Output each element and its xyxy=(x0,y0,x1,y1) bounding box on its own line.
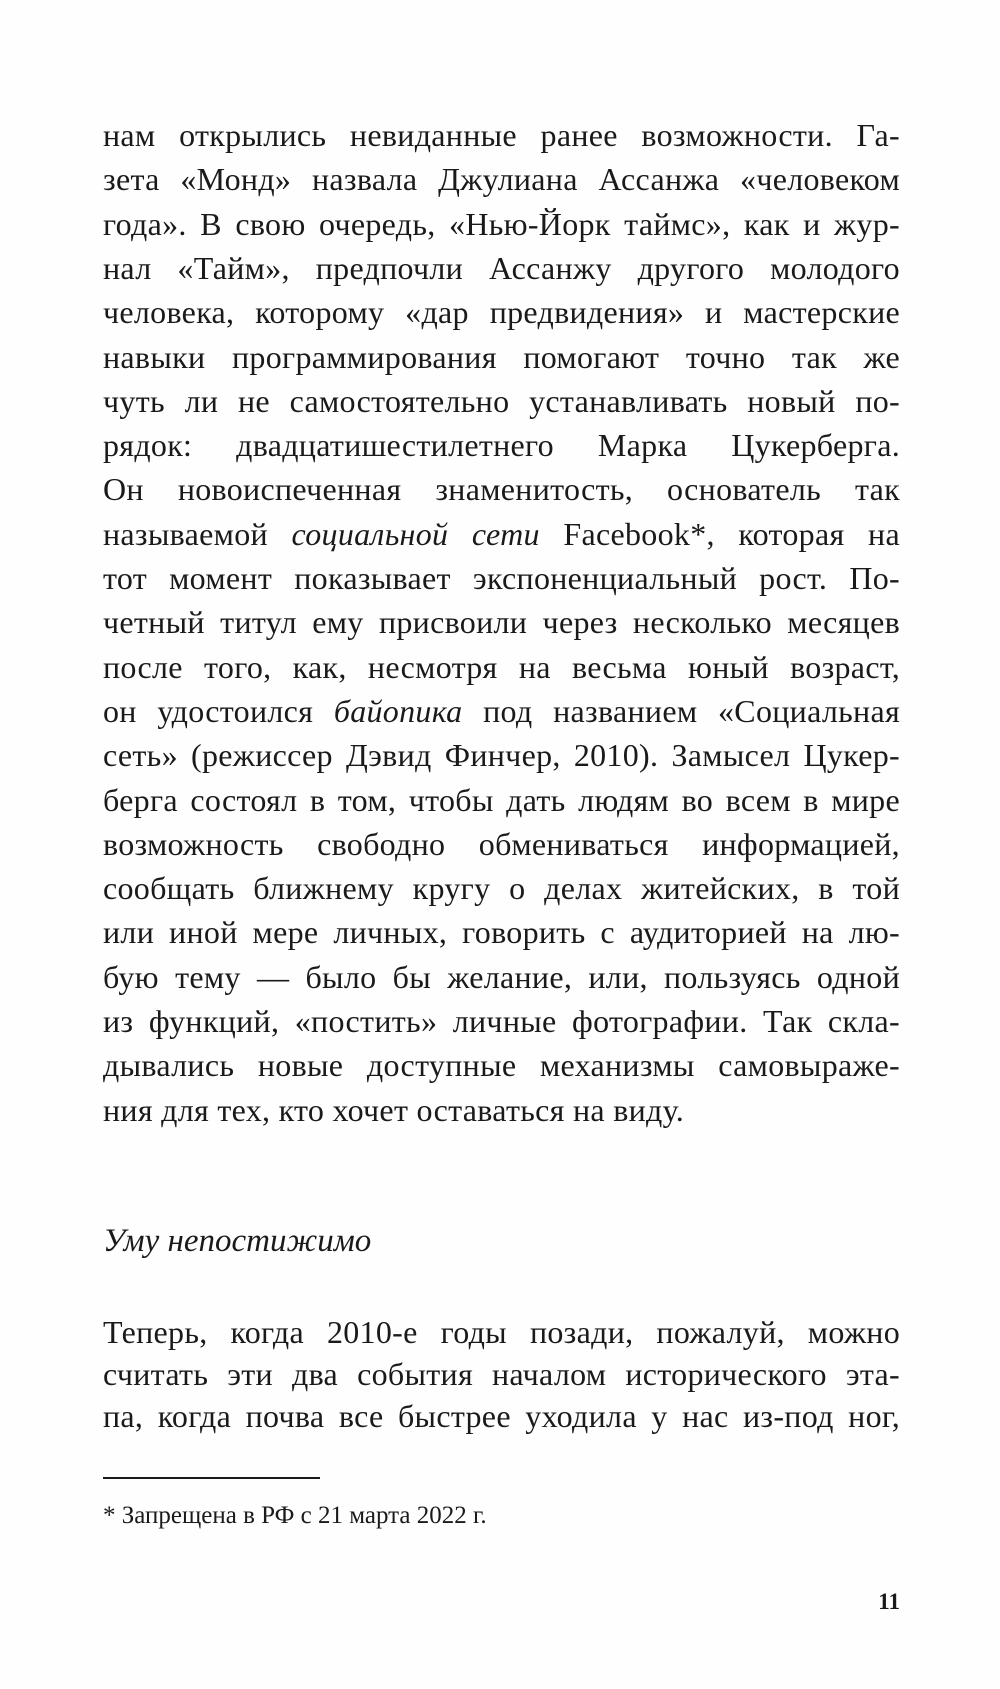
page-number: 11 xyxy=(878,1589,900,1614)
text-line xyxy=(103,512,900,556)
text-segment: чуть ли не самостоятельно устанавливать новый по- xyxy=(103,382,900,419)
text-line xyxy=(103,955,900,999)
text-line xyxy=(103,1352,900,1396)
text-segment: он удостоился xyxy=(103,692,334,729)
text-line xyxy=(103,733,900,777)
text-segment: Теперь, когда 2010-е годы позади, пожалуй, можно xyxy=(103,1314,900,1350)
text-segment: возможность свободно обмениваться информацией, xyxy=(103,825,900,862)
text-segment: тот момент показывает экспоненциальный рост. По- xyxy=(103,560,900,596)
text-line xyxy=(103,157,900,201)
text-segment: ния для тех, кто хочет оставаться на виду. xyxy=(103,1091,685,1128)
text-segment: или иной мере личных, говорить с аудиторией на лю- xyxy=(103,914,900,951)
text-segment: года». В свою очередь, «Нью-Йорк таймс», как и жур- xyxy=(103,205,900,242)
text-segment: сообщать ближнему кругу о делах житейских, в той xyxy=(103,870,900,907)
italic-text: байопика xyxy=(333,692,463,729)
text-line xyxy=(103,467,900,511)
text-segment: называемой xyxy=(103,515,292,552)
text-line xyxy=(103,556,900,600)
text-line xyxy=(103,379,900,423)
footnote-divider xyxy=(103,1477,320,1479)
text-segment: четный титул ему присвоили через несколько месяцев xyxy=(103,604,900,641)
text-segment: сеть» (режиссер Дэвид Финчер, 2010). Замысел Цукер- xyxy=(103,737,900,774)
text-segment: после того, как, несмотря на весьма юный возраст, xyxy=(103,648,900,685)
text-line xyxy=(103,202,900,246)
text-segment: нам открылись невиданные ранее возможности. Га- xyxy=(103,117,900,153)
text-line xyxy=(103,910,900,954)
text-segment: Он новоиспеченная знаменитость, основатель так xyxy=(103,471,900,508)
text-segment: рядок: двадцатишестилетнего Марка Цукерберга. xyxy=(103,427,900,464)
text-line xyxy=(103,1088,900,1132)
text-line xyxy=(103,335,900,379)
text-segment: нал «Тайм», предпочли Ассанжу другого молодого xyxy=(103,249,900,286)
text-segment: человека, которому «дар предвидения» и мастерские xyxy=(103,294,900,331)
text-line xyxy=(103,1394,900,1438)
text-line xyxy=(103,423,900,467)
text-segment: берга состоял в том, чтобы дать людям во всем в мире xyxy=(103,781,900,818)
text-segment: бую тему — было бы желание, или, пользуясь одной xyxy=(103,958,900,995)
text-line xyxy=(103,1310,900,1354)
text-line xyxy=(103,778,900,822)
text-segment: дывались новые доступные механизмы самовыраже- xyxy=(103,1047,900,1084)
section-heading: Уму непостижимо xyxy=(103,1223,372,1259)
text-segment: считать эти два события началом исторического эта- xyxy=(103,1356,900,1392)
text-line xyxy=(103,113,900,157)
footnote: * Запрещена в РФ с 21 марта 2022 г. xyxy=(103,1502,487,1529)
text-segment: па, когда почва все быстрее уходила у нас из-под ног, xyxy=(103,1398,900,1434)
text-line xyxy=(103,689,900,733)
text-line xyxy=(103,822,900,866)
text-segment: из функций, «постить» личные фотографии. Так скла- xyxy=(103,1003,900,1039)
text-line xyxy=(103,866,900,910)
text-line xyxy=(103,645,900,689)
text-line xyxy=(103,290,900,334)
text-line xyxy=(103,600,900,644)
italic-text: социальной сети xyxy=(291,515,540,552)
text-segment: зета «Монд» назвала Джулиана Ассанжа «человеком xyxy=(103,161,900,198)
text-line xyxy=(103,1043,900,1087)
text-line xyxy=(103,999,900,1043)
text-segment: под названием «Социальная xyxy=(462,692,900,729)
text-segment: Facebook*, которая на xyxy=(539,515,900,552)
text-line xyxy=(103,246,900,290)
text-segment: навыки программирования помогают точно так же xyxy=(103,338,900,375)
